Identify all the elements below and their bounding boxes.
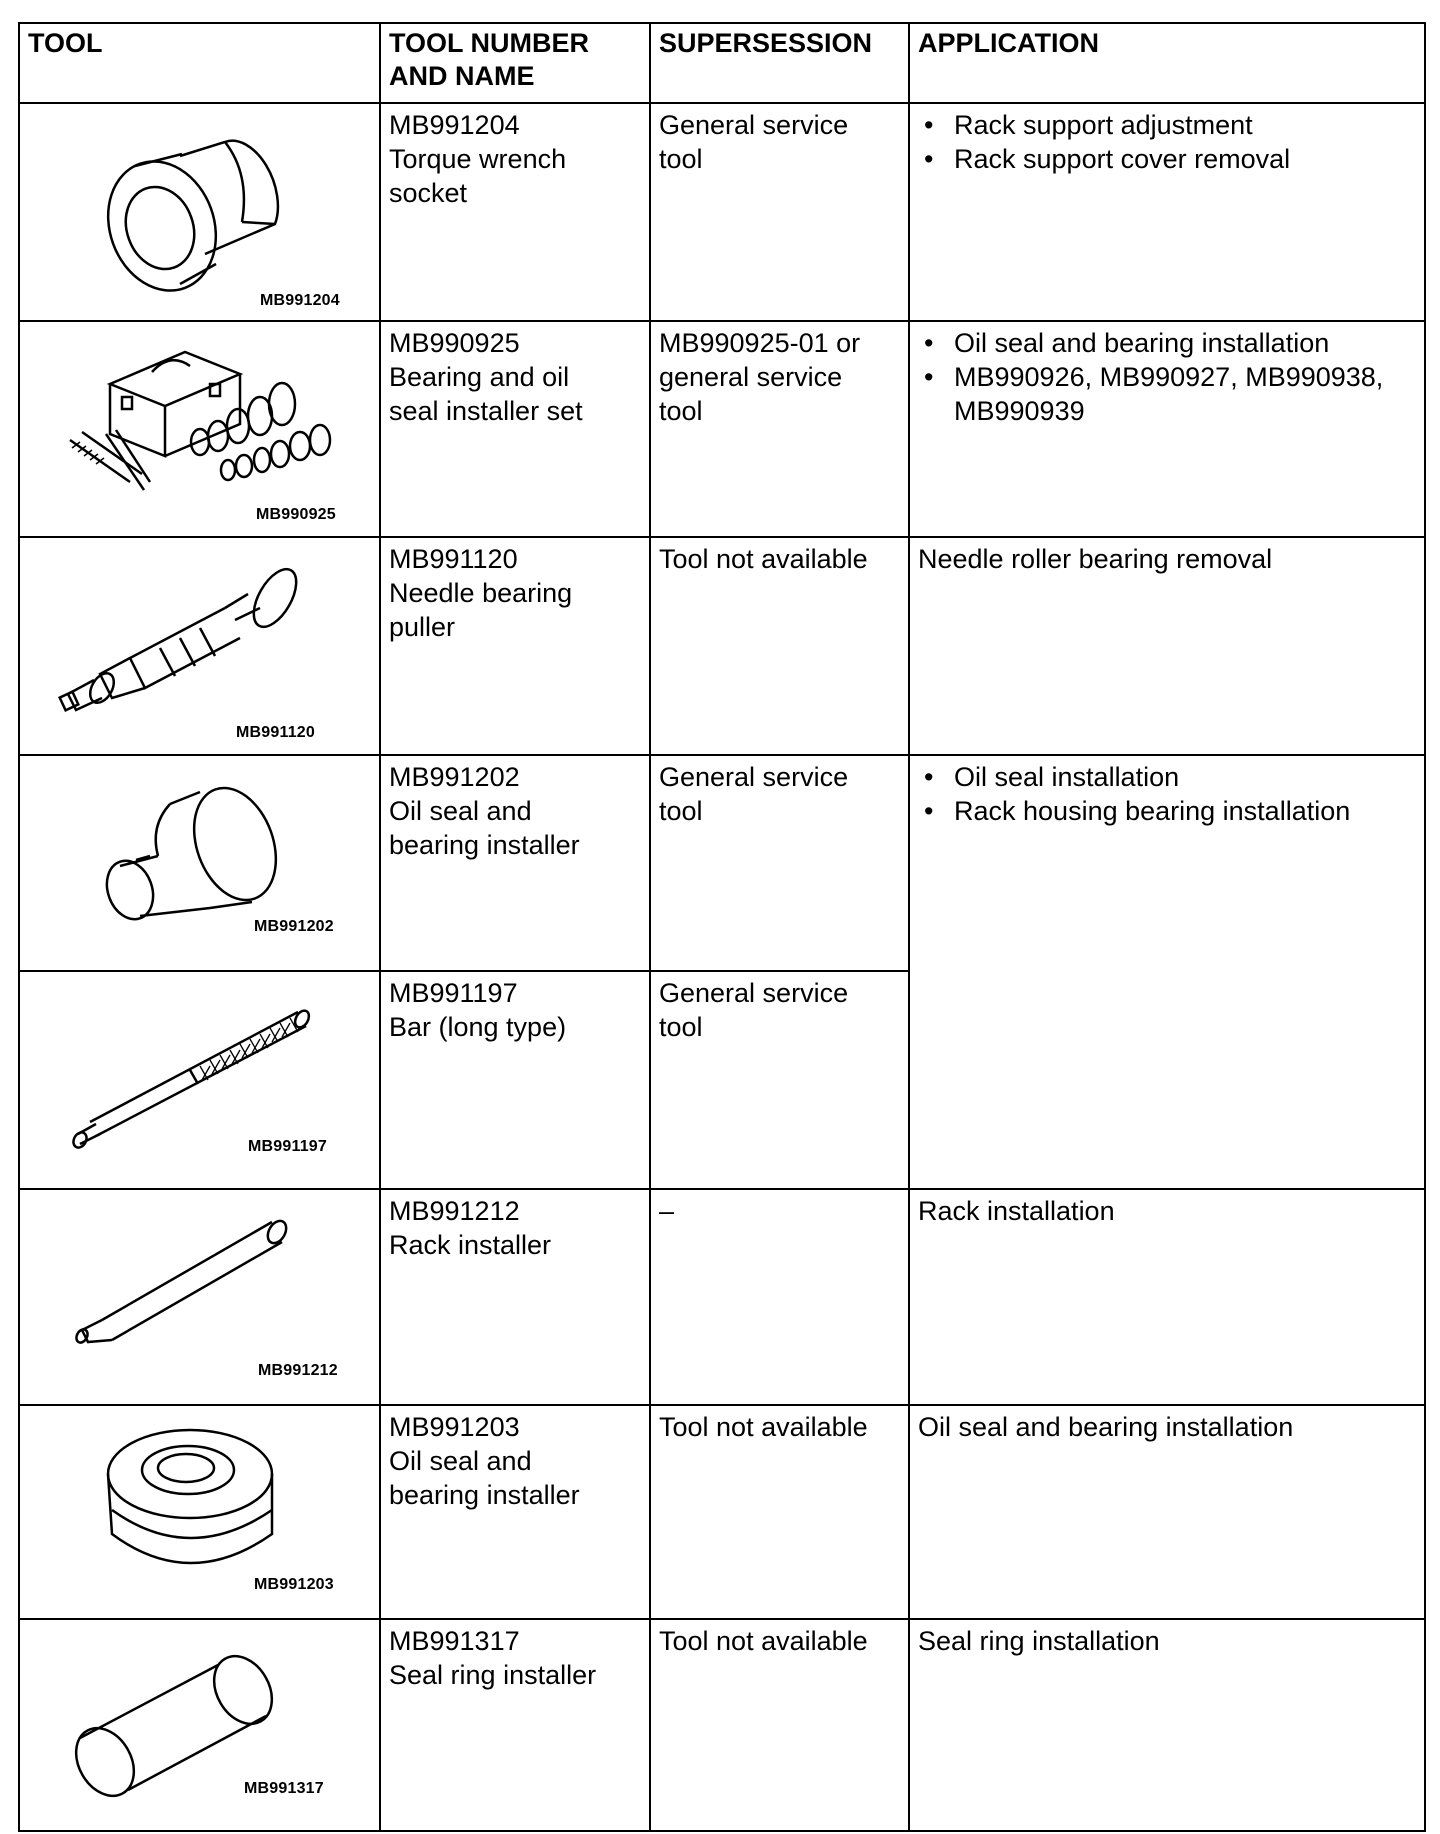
supersession-line: General service [659,762,849,792]
seal-ring-installer-illustration [20,1620,381,1832]
tool-illustration-cell [19,103,380,321]
tool-code-label: MB990925 [256,506,336,523]
application-item: • Oil seal and bearing installation [954,326,1416,360]
tool-number-name-cell [380,537,650,755]
tool-code-label: MB991202 [254,918,334,935]
tool-number-name-cell [380,1405,650,1619]
tool-name-line: Needle bearing [389,578,573,608]
table-row [19,1405,1425,1619]
tool-name-line: Bar (long type) [389,1012,567,1042]
application-cell [909,755,1425,1189]
special-tools-table [18,22,1426,1832]
tool-illustration-cell [19,755,380,971]
application-text: Oil seal and bearing installation [918,1412,1294,1442]
supersession-line: Tool not available [659,1626,868,1656]
application-text: Seal ring installation [918,1626,1160,1656]
tool-number-name-cell [380,971,650,1189]
tool-number: MB991120 [389,544,518,574]
supersession-cell [650,1619,909,1831]
supersession-cell [650,103,909,321]
needle-bearing-puller-illustration [20,538,381,756]
tool-number-name-cell [380,1619,650,1831]
table-header-row [19,23,1425,103]
tool-number-name-cell [380,103,650,321]
supersession-line: tool [659,396,703,426]
tool-number: MB991212 [389,1196,520,1226]
tool-illustration-cell [19,1189,380,1405]
tool-name-line: Seal ring installer [389,1660,597,1690]
tool-name-line: puller [389,612,456,642]
application-cell [909,1405,1425,1619]
table-row [19,1619,1425,1831]
application-cell [909,1619,1425,1831]
tool-illustration-cell [19,321,380,537]
tool-number: MB991204 [389,110,520,140]
tool-code-label: MB991212 [258,1362,338,1379]
table-row [19,537,1425,755]
tool-number: MB991203 [389,1412,520,1442]
supersession-line: General service [659,978,849,1008]
header-tool-number-name: TOOL NUMBER AND NAME [380,23,650,103]
supersession-cell [650,1405,909,1619]
application-cell [909,103,1425,321]
tool-illustration-cell [19,1619,380,1831]
tool-name-line: Rack installer [389,1230,552,1260]
table-row [19,103,1425,321]
supersession-line: tool [659,144,703,174]
tool-name-line: bearing installer [389,830,580,860]
tool-code-label: MB991203 [254,1576,334,1593]
supersession-line: tool [659,1012,703,1042]
tool-name-line: socket [389,178,468,208]
tool-number: MB991202 [389,762,520,792]
supersession-cell [650,321,909,537]
application-cell [909,321,1425,537]
table-row [19,1189,1425,1405]
supersession-cell [650,1189,909,1405]
tool-number: MB991317 [389,1626,520,1656]
tool-number-name-cell [380,1189,650,1405]
supersession-line: Tool not available [659,1412,868,1442]
tool-illustration-cell [19,971,380,1189]
supersession-line: MB990925-01 or [659,328,861,358]
application-item: • Rack housing bearing installation [954,794,1416,828]
long-bar-illustration [20,972,381,1190]
table-row [19,321,1425,537]
supersession-line: general service [659,362,843,392]
tool-code-label: MB991197 [248,1138,327,1155]
supersession-line: Tool not available [659,544,868,574]
supersession-cell [650,755,909,971]
supersession-line: tool [659,796,703,826]
tool-illustration-cell [19,537,380,755]
application-item: • Rack support cover removal [954,142,1416,176]
header-supersession: SUPERSESSION [650,23,909,103]
tool-name-line: bearing installer [389,1480,580,1510]
tool-code-label: MB991317 [244,1780,324,1797]
torque-wrench-socket-illustration [20,104,381,322]
application-item: • MB990926, MB990927, MB990938, MB990939 [954,360,1416,428]
tool-illustration-cell [19,1405,380,1619]
table-row [19,755,1425,971]
application-item: • Oil seal installation [954,760,1416,794]
tool-number-name-cell [380,321,650,537]
supersession-line: – [659,1196,675,1226]
tool-code-label: MB991204 [260,292,340,309]
tool-name-line: Oil seal and [389,796,532,826]
tool-name-line: seal installer set [389,396,583,426]
application-item: • Rack support adjustment [954,108,1416,142]
oil-seal-bearing-installer-illustration [20,756,381,972]
header-tool: TOOL [19,23,380,103]
supersession-cell [650,971,909,1189]
tool-name-line: Oil seal and [389,1446,532,1476]
application-text: Rack installation [918,1196,1115,1226]
application-cell [909,1189,1425,1405]
tool-name-line: Bearing and oil [389,362,570,392]
application-text: Needle roller bearing removal [918,544,1273,574]
supersession-line: General service [659,110,849,140]
tool-name-line: Torque wrench [389,144,567,174]
tool-number: MB990925 [389,328,520,358]
tool-number-name-cell [380,755,650,971]
tool-number: MB991197 [389,978,518,1008]
application-cell [909,537,1425,755]
supersession-cell [650,537,909,755]
header-application: APPLICATION [909,23,1425,103]
tool-code-label: MB991120 [236,724,315,741]
